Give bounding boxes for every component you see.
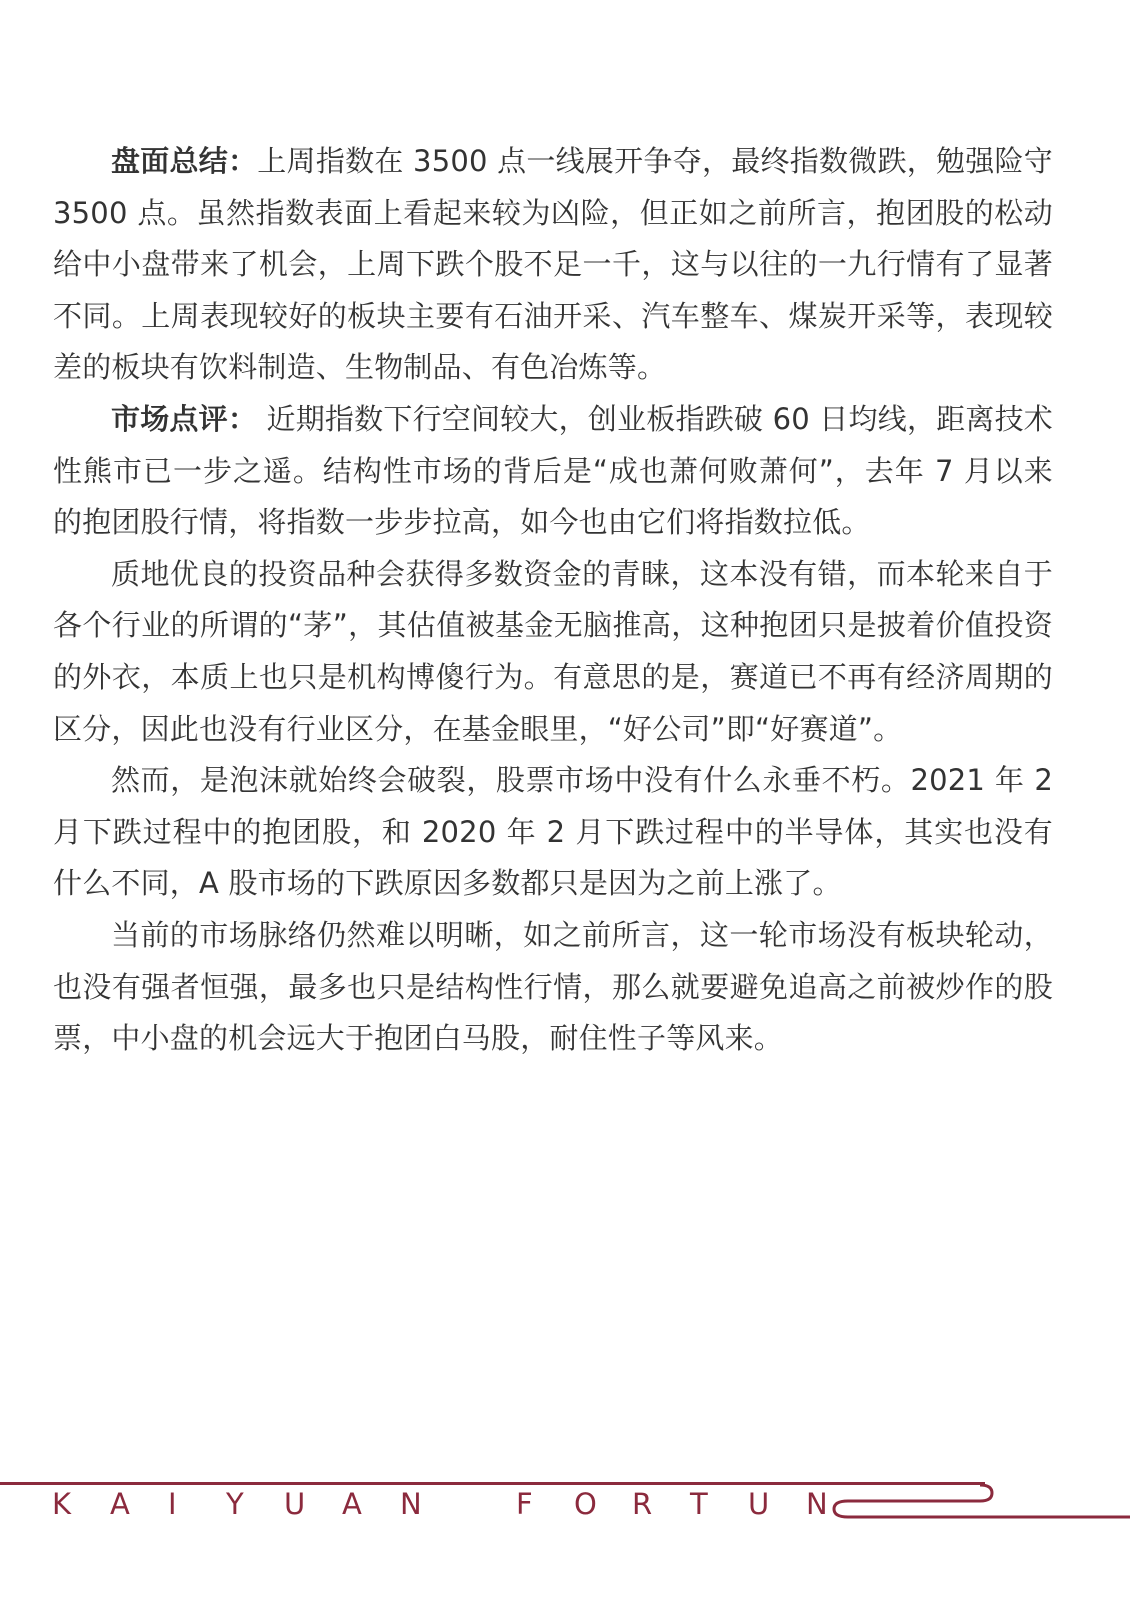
brand-letter: Y <box>226 1487 244 1521</box>
brand-letter: U <box>748 1487 770 1521</box>
brand-letter: N <box>400 1487 422 1521</box>
paragraph-text: 质地优良的投资品种会获得多数资金的青睐，这本没有错，而本轮来自于各个行业的所谓的“茅”，其估值被基金无脑推高，这种抱团只是披着价值投资的外衣，本质上也只是机构博傻行为。有意思的是，赛道已不再有经济周期的区分，因此也没有行业区分，在基金眼里，“好公司”即“好赛道”。 <box>53 556 1053 746</box>
brand-wordmark <box>52 1487 864 1521</box>
brand-letter: U <box>284 1487 306 1521</box>
paragraph-market-summary <box>53 136 1053 394</box>
paragraph-text: 上周指数在 3500 点一线展开争夺，最终指数微跌，勉强险守 3500 点。虽然指数表面上看起来较为凶险，但正如之前所言，抱团股的松动给中小盘带来了机会，上周下跌个股不足一千，这与以往的一九行情有了显著不同。上周表现较好的板块主要有石油开采、汽车整车、煤炭开采等，表现较差的板块有饮料制造、生物制品、有色冶炼等。 <box>53 144 1053 385</box>
brand-letter: N <box>806 1487 828 1521</box>
article-body <box>53 136 1053 1065</box>
paragraph-outlook <box>53 910 1053 1065</box>
brand-letter: A <box>342 1487 362 1521</box>
brand-letter: F <box>516 1487 533 1521</box>
brand-letter: K <box>52 1487 72 1521</box>
paragraph-text: 当前的市场脉络仍然难以明晰，如之前所言，这一轮市场没有板块轮动，也没有强者恒强，最多也只是结构性行情，那么就要避免追高之前被炒作的股票，中小盘的机会远大于抱团白马股，耐住性子等风来。 <box>53 917 1053 1056</box>
brand-letter: I <box>168 1487 177 1521</box>
footer-swoosh-decoration <box>830 1475 1130 1535</box>
page-footer <box>0 1470 1130 1560</box>
brand-letter: A <box>110 1487 130 1521</box>
brand-letter: R <box>632 1487 653 1521</box>
brand-letter: O <box>574 1487 597 1521</box>
paragraph-text: 近期指数下行空间较大，创业板指跌破 60 日均线，距离技术性熊市已一步之遥。结构性市场的背后是“成也萧何败萧何”，去年 7 月以来的抱团股行情，将指数一步步拉高，如今也由它们将指数拉低。 <box>53 401 1053 540</box>
paragraph-market-review <box>53 394 1053 549</box>
brand-letter <box>458 1487 516 1521</box>
paragraph-lead: 市场点评： <box>111 401 258 436</box>
brand-letter: T <box>690 1487 708 1521</box>
paragraph-text: 然而，是泡沫就始终会破裂，股票市场中没有什么永垂不朽。2021 年 2 月下跌过程中的抱团股，和 2020 年 2 月下跌过程中的半导体，其实也没有什么不同，A 股市场的下跌原因多数都只是因为之前上涨了。 <box>53 763 1053 901</box>
paragraph-bubble <box>53 755 1053 910</box>
paragraph-quality-assets <box>53 549 1053 755</box>
paragraph-lead: 盘面总结： <box>111 144 258 178</box>
